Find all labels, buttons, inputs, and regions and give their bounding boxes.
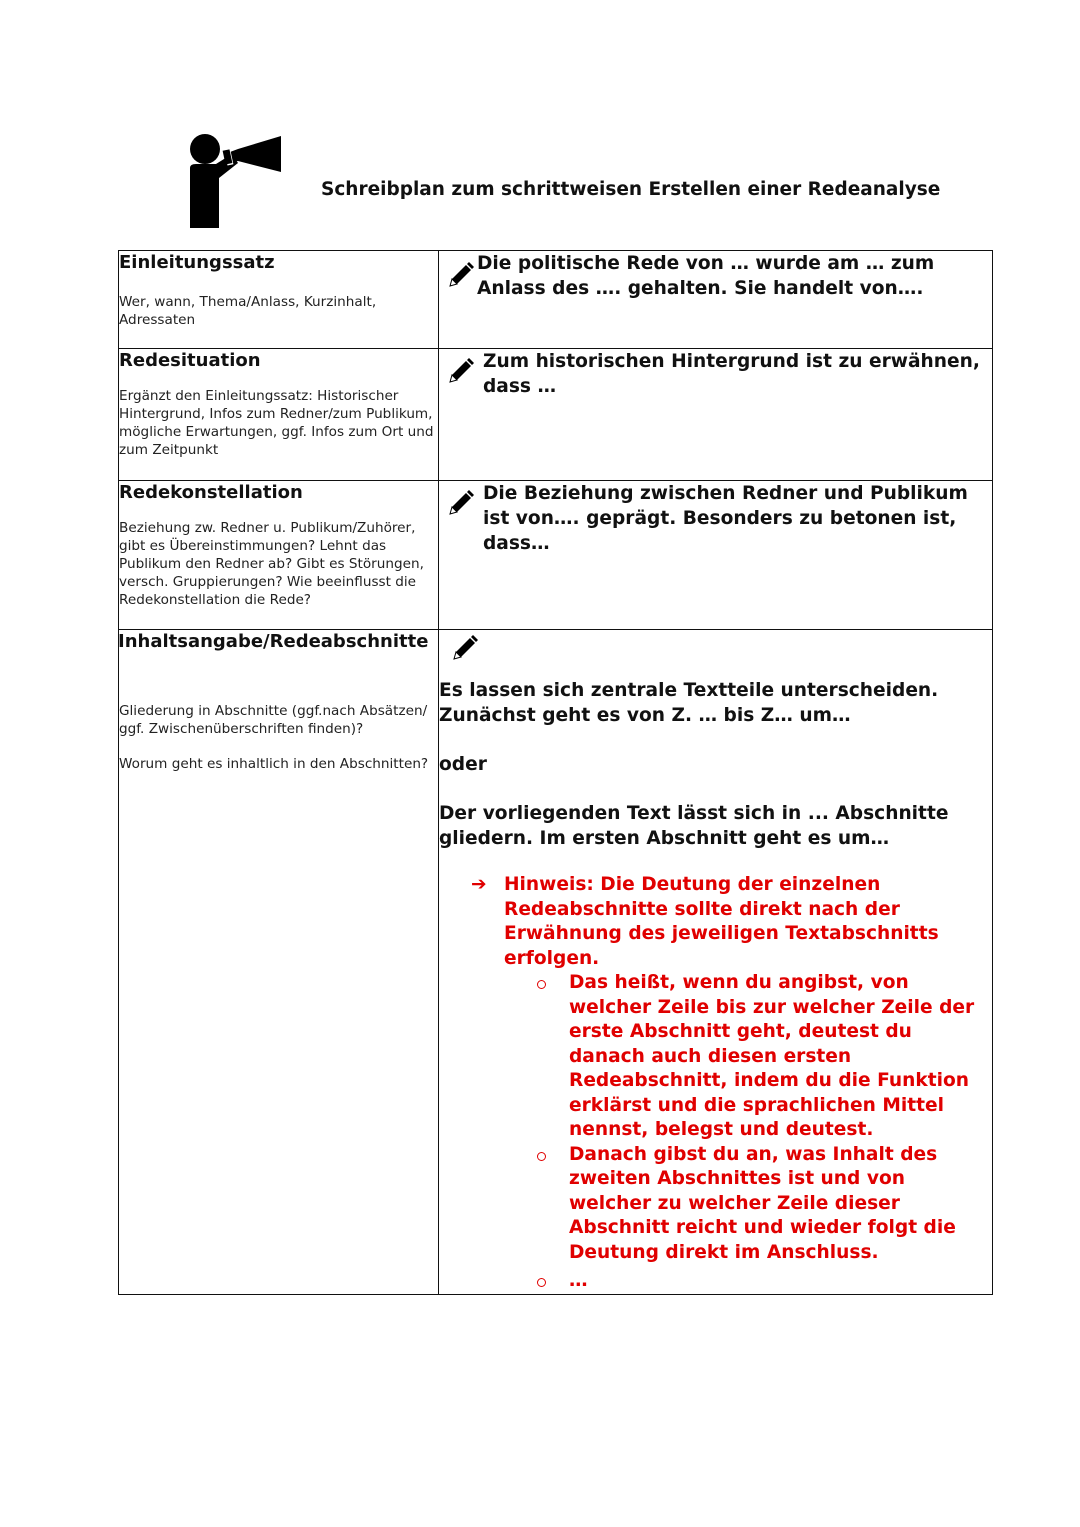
- pencil-icon: [447, 261, 475, 289]
- circle-bullet-icon: [537, 1152, 546, 1161]
- pencil-icon: [447, 489, 475, 517]
- list-item: [569, 971, 982, 1143]
- section-description: Ergänzt den Einleitungssatz: Historischer Hintergrund, Infos zum Redner/zum Publikum, mögliche Erwartungen, ggf. Infos zum Ort und zum Zeitpunkt: [119, 388, 434, 458]
- writing-plan-table: [118, 250, 993, 1295]
- list-item: [569, 1269, 982, 1294]
- section-description: Gliederung in Abschnitte (ggf.nach Absätzen/ ggf. Zwischenüberschriften finden)?: [119, 703, 428, 737]
- writing-cell: [439, 630, 993, 1295]
- table-row: [119, 630, 993, 1295]
- document-title: Schreibplan zum schrittweisen Erstellen einer Redeanalyse: [321, 179, 941, 200]
- list-item-text: Danach gibst du an, was Inhalt des zweiten Abschnittes ist und von welcher zu welcher Zeile dieser Abschnitt reicht und wieder folgt die Deutung direkt im Anschluss.: [569, 1143, 956, 1263]
- section-title: Redekonstellation: [119, 482, 303, 503]
- section-title: Einleitungssatz: [119, 252, 275, 273]
- speaker-megaphone-icon: [186, 132, 284, 228]
- section-description: Beziehung zw. Redner u. Publikum/Zuhörer, gibt es Übereinstimmungen? Lehnt das Publikum den Redner ab? Gibt es Störungen, versch. Gruppierungen? Wie beeinflusst die Redekonstellation die Rede?: [119, 520, 424, 608]
- arrow-right-icon: ➔: [471, 874, 487, 895]
- list-item: [569, 1143, 982, 1266]
- circle-bullet-icon: [537, 1278, 546, 1287]
- hint-text: Hinweis: Die Deutung der einzelnen Redeabschnitte sollte direkt nach der Erwähnung des jeweiligen Textabschnitts erfolgen.: [504, 874, 939, 969]
- list-item-text: Das heißt, wenn du angibst, von welcher Zeile bis zur welcher Zeile der erste Abschnitt geht, deutest du danach auch diesen ersten Redeabschnitt, indem du die Funktion erklärst und die sprachlichen Mittel nennst, belegst und deutest.: [569, 972, 975, 1140]
- table-row: [119, 251, 993, 349]
- sentence-template: Zum historischen Hintergrund ist zu erwähnen, dass …: [483, 351, 980, 397]
- sentence-template: Es lassen sich zentrale Textteile unterscheiden. Zunächst geht es von Z. … bis Z… um…: [439, 680, 939, 726]
- table-row: [119, 349, 993, 481]
- pencil-icon: [451, 634, 479, 662]
- writing-cell: [439, 349, 993, 481]
- section-cell: [119, 630, 439, 1295]
- section-cell: [119, 349, 439, 481]
- section-description: Wer, wann, Thema/Anlass, Kurzinhalt, Adressaten: [119, 294, 377, 328]
- section-cell: [119, 251, 439, 349]
- hint-sublist: [569, 971, 982, 1294]
- section-description: Worum geht es inhaltlich in den Abschnitten?: [119, 756, 429, 772]
- sentence-template: Die Beziehung zwischen Redner und Publikum ist von…. geprägt. Besonders zu betonen ist, dass…: [483, 483, 968, 554]
- hint-note: [471, 873, 992, 1294]
- section-cell: [119, 481, 439, 630]
- circle-bullet-icon: [537, 980, 546, 989]
- table-row: [119, 481, 993, 630]
- writing-cell: [439, 251, 993, 349]
- section-title: Inhaltsangabe/Redeabschnitte: [118, 631, 429, 652]
- sentence-template: Der vorliegenden Text lässt sich in ... Abschnitte gliedern. Im ersten Abschnitt geht es um…: [439, 803, 949, 849]
- section-title: Redesituation: [119, 350, 261, 371]
- alternative-label: oder: [439, 754, 487, 775]
- pencil-icon: [447, 357, 475, 385]
- list-item-text: …: [569, 1270, 588, 1291]
- writing-cell: [439, 481, 993, 630]
- sentence-template: Die politische Rede von … wurde am … zum Anlass des …. gehalten. Sie handelt von….: [477, 253, 935, 299]
